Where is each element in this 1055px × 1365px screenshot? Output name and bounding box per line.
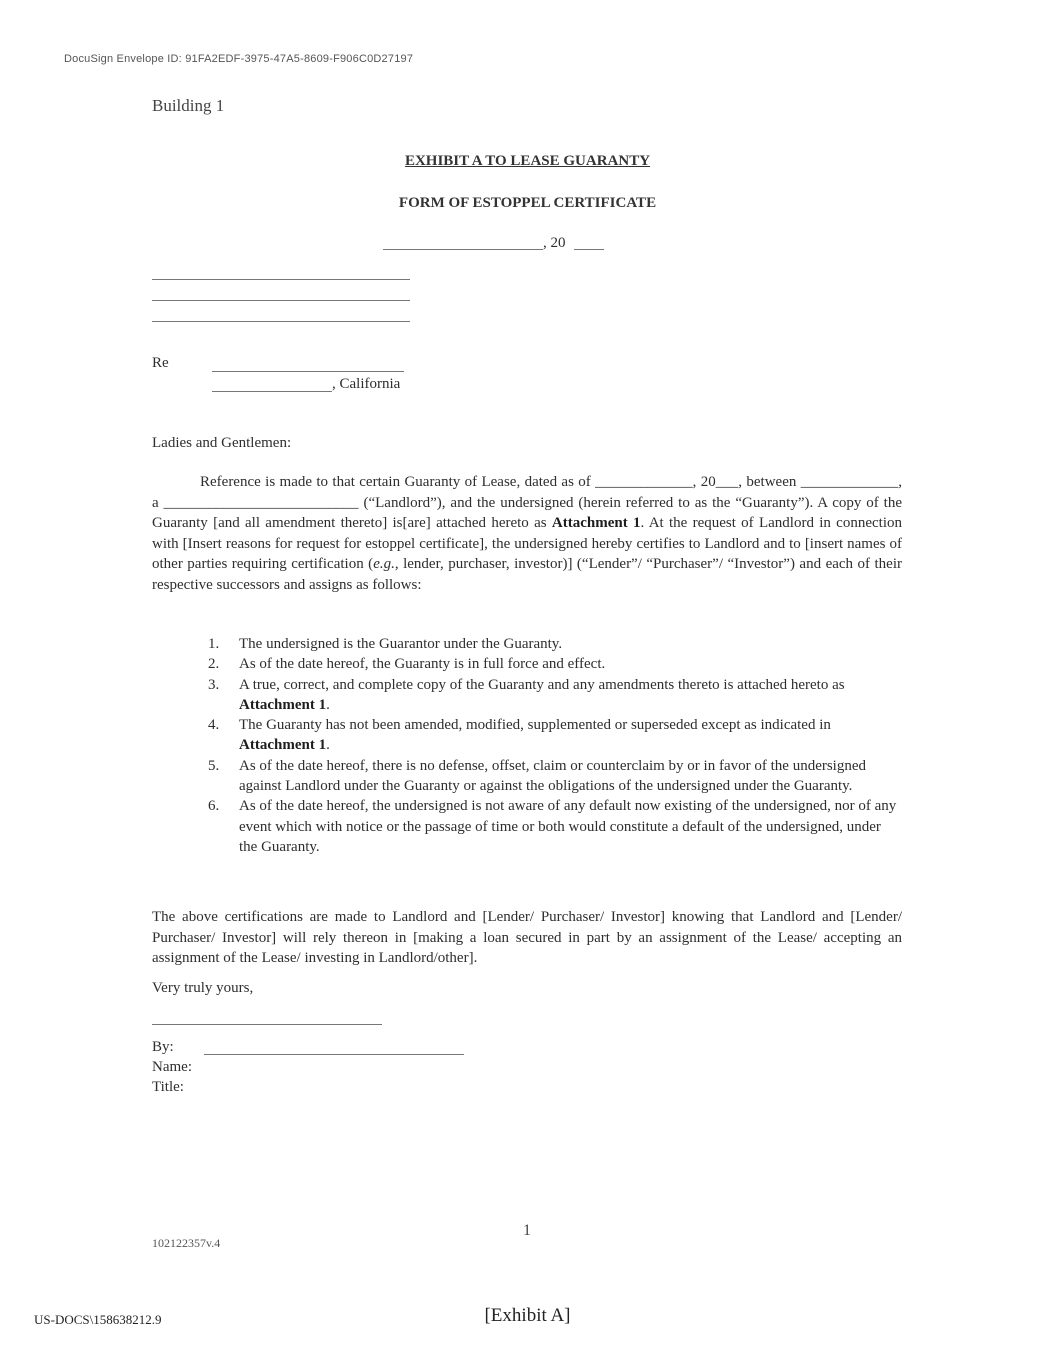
body-text-2: . At the request of Landlord in connection with [Insert reasons for request for estoppel certificate], the undersigned hereby certifies to Landlord and to [insert names of other parties requiring certification ( bbox=[152, 515, 902, 573]
signature-company-line bbox=[152, 1024, 382, 1025]
building-label: Building 1 bbox=[152, 96, 225, 115]
re-label: Re bbox=[152, 355, 169, 371]
list-text: The undersigned is the Guarantor under the Guaranty. bbox=[239, 636, 563, 652]
list-text-tail: . bbox=[326, 737, 330, 754]
list-text: The Guaranty has not been amended, modified, supplemented or superseded except as indicated in bbox=[239, 717, 831, 734]
list-item bbox=[208, 796, 898, 857]
sign-off: Very truly yours, bbox=[152, 980, 254, 996]
attachment-ref: Attachment 1 bbox=[239, 737, 327, 754]
body-text-1: Reference is made to that certain Guaranty of Lease, dated as of _____________, 20___, between _____________, a __________________________ (“Landlord”), and the undersigned (herein referred to as the “Guaranty”). A copy of the Guaranty [and all amendment thereto] is[are] attached hereto as bbox=[152, 474, 902, 532]
list-item bbox=[208, 634, 898, 654]
list-text: A true, correct, and complete copy of the Guaranty and any amendments thereto is attached hereto as bbox=[239, 676, 845, 693]
list-text: As of the date hereof, the Guaranty is in full force and effect. bbox=[239, 656, 606, 673]
list-item bbox=[208, 654, 898, 674]
body-eg: e.g. bbox=[373, 556, 395, 573]
list-text: As of the date hereof, the undersigned is not aware of any default now existing of the undersigned, nor of any event which with notice or the passage of time or both would constitute a default of the undersigned, under the Guaranty. bbox=[239, 798, 897, 855]
list-number: 5. bbox=[208, 757, 220, 774]
page-title: EXHIBIT A TO LEASE GUARANTY bbox=[404, 153, 651, 169]
date-year-blank bbox=[574, 249, 604, 250]
page-number: 1 bbox=[523, 1222, 531, 1239]
list-number: 2. bbox=[208, 656, 220, 673]
list-number: 6. bbox=[208, 798, 220, 815]
signature-by-label: By: bbox=[152, 1039, 174, 1055]
list-number: 3. bbox=[208, 676, 220, 693]
certification-list bbox=[208, 634, 898, 857]
list-item bbox=[208, 715, 898, 756]
footer-doc-id: US-DOCS\158638212.9 bbox=[34, 1312, 162, 1327]
body-text-3: , lender, purchaser, investor)] (“Lender”/ “Purchaser”/ “Investor”) and each of their respective successors and assigns as follows: bbox=[152, 556, 902, 593]
address-line-1 bbox=[152, 279, 410, 280]
list-text-tail: . bbox=[326, 696, 330, 713]
address-line-3 bbox=[152, 321, 410, 322]
signature-title-label: Title: bbox=[152, 1079, 184, 1095]
closing-paragraph: The above certifications are made to Landlord and [Lender/ Purchaser/ Investor] knowing that Landlord and [Lender/ Purchaser/ Investor] will rely thereon in [making a loan secured in part by an assignment of the Lease/ accepting an assignment of the Lease/ investing in Landlord/other]. bbox=[152, 909, 902, 967]
list-number: 4. bbox=[208, 717, 220, 734]
re-line-1 bbox=[212, 371, 404, 372]
signature-name-label: Name: bbox=[152, 1059, 192, 1075]
salutation: Ladies and Gentlemen: bbox=[152, 435, 292, 451]
document-number: 102122357v.4 bbox=[152, 1236, 221, 1250]
list-number: 1. bbox=[208, 636, 220, 652]
signature-by-line bbox=[204, 1054, 464, 1055]
re-city: , California bbox=[332, 376, 401, 392]
list-item bbox=[208, 756, 898, 797]
attachment-ref: Attachment 1 bbox=[551, 515, 641, 532]
attachment-ref: Attachment 1 bbox=[239, 696, 327, 713]
docusign-envelope-id: DocuSign Envelope ID: 91FA2EDF-3975-47A5-8609-F906C0D27197 bbox=[64, 53, 414, 65]
date-year-suffix: , 20 bbox=[543, 235, 566, 251]
address-line-2 bbox=[152, 300, 410, 301]
footer-exhibit-label: [Exhibit A] bbox=[484, 1305, 571, 1326]
list-item bbox=[208, 675, 898, 716]
date-blank bbox=[383, 249, 543, 250]
re-line-2 bbox=[212, 391, 332, 392]
body-paragraph bbox=[152, 472, 902, 596]
page-subtitle: FORM OF ESTOPPEL CERTIFICATE bbox=[398, 195, 657, 211]
list-text: As of the date hereof, there is no defense, offset, claim or counterclaim by or in favor of the undersigned against Landlord under the Guaranty or against the obligations of the undersigned under the Guaranty. bbox=[239, 757, 867, 795]
